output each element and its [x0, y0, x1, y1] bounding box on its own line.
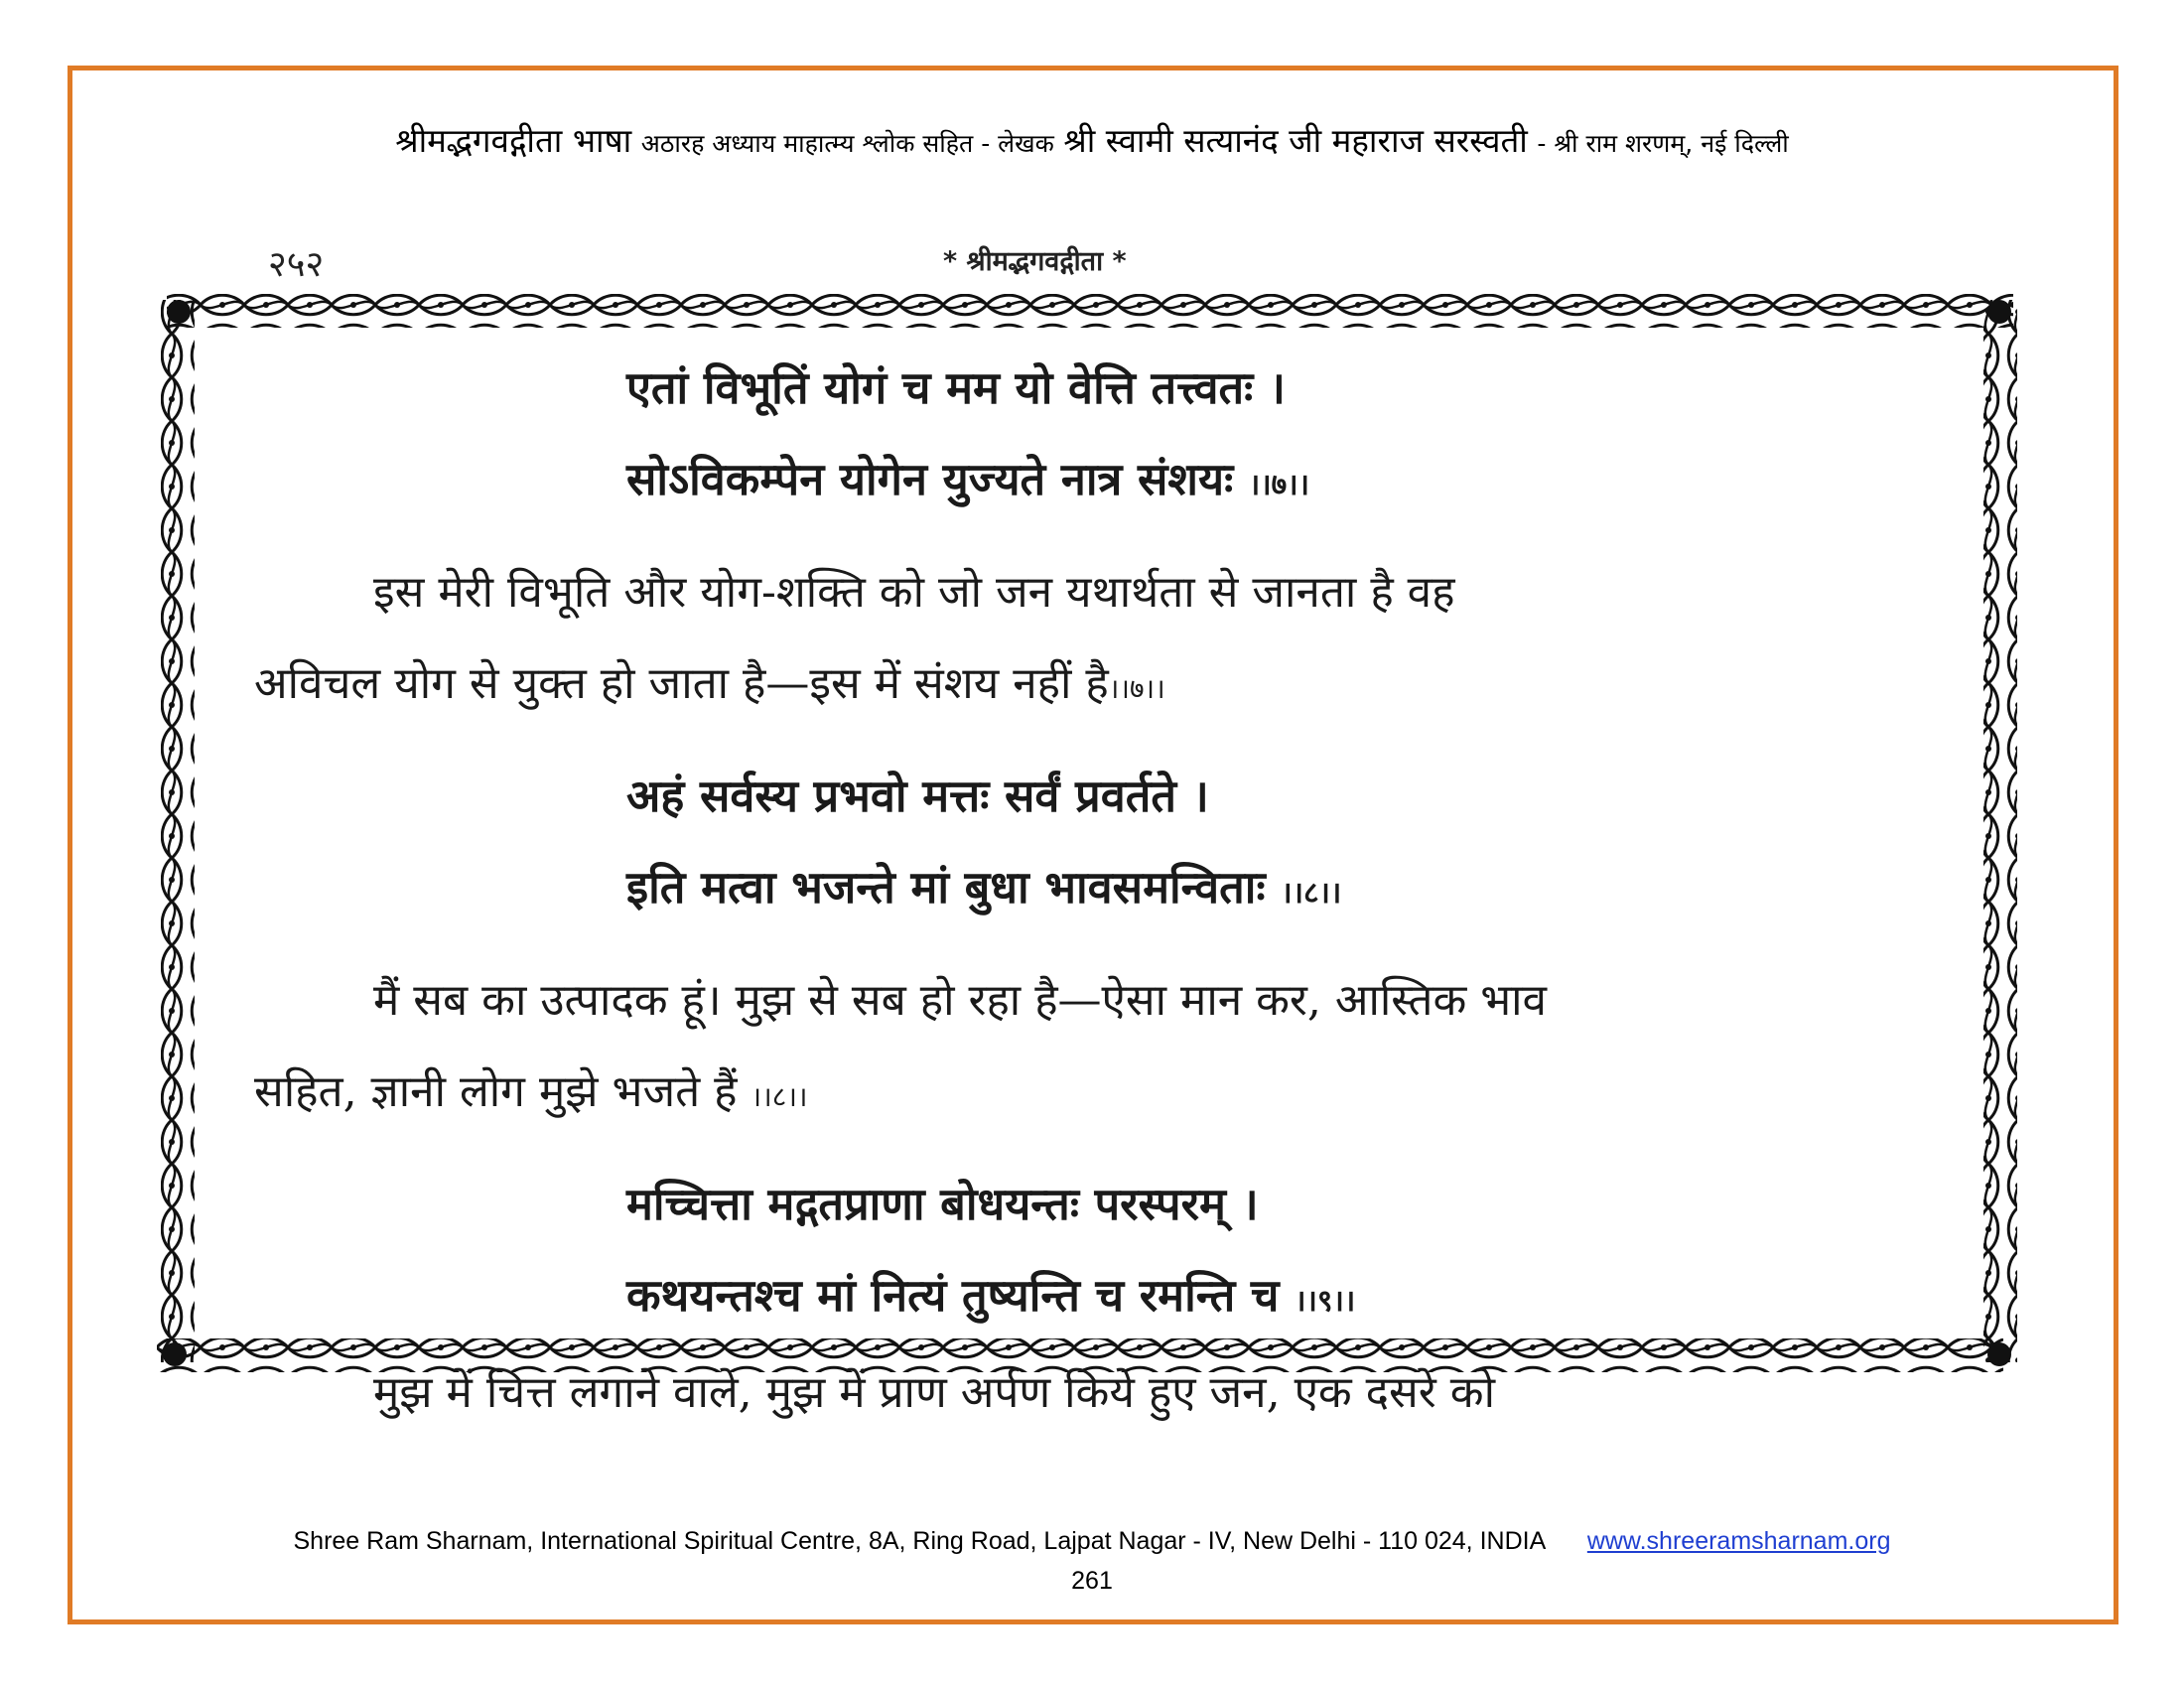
translation-8-line-1-text: मैं सब का उत्पादक हूं। मुझ से सब हो रहा है—ऐसा मान कर, आस्तिक भाव — [373, 975, 1548, 1026]
translation-7-number: ।।७।। — [1108, 672, 1165, 705]
header-book-title: श्रीमद्भगवद्गीता भाषा — [395, 121, 632, 160]
verse-8-line-1: अहं सर्वस्य प्रभवो मत्तः सर्वं प्रवर्तते । — [626, 770, 1209, 822]
header-author: श्री स्वामी सत्यानंद जी महाराज सरस्वती — [1063, 121, 1528, 160]
footer-page-number: 261 — [1071, 1567, 1113, 1595]
verse-7-number: ।।७।। — [1248, 468, 1309, 502]
scan-page-number: २५२ — [268, 244, 325, 285]
website-link[interactable]: www.shreeramsharnam.org — [1586, 1527, 1891, 1555]
verse-7-line-2 — [254, 434, 1962, 531]
translation-8-line-2-text: सहित, ज्ञानी लोग मुझे भजते हैं — [254, 1066, 738, 1117]
translation-7-line-2-text: अविचल योग से युक्त हो जाता है—इस में संशय नहीं है — [254, 658, 1109, 709]
translation-8-number: ।।८।। — [751, 1080, 808, 1113]
footer-address: Shree Ram Sharnam, International Spiritual Centre, 8A, Ring Road, Lajpat Nagar - IV, New Delhi - 110 024, INDIA — [293, 1527, 1545, 1555]
page-header — [0, 117, 2184, 162]
verse-8-number: ।।८।। — [1281, 876, 1342, 911]
verse-9-line-1: मच्चित्ता मद्गतप्राणा बोधयन्तः परस्परम् । — [626, 1178, 1259, 1230]
header-publisher: - श्री राम शरणम्, नई दिल्ली — [1537, 129, 1789, 158]
verse-7-line-2-text: सोऽविकम्पेन योगेन युज्यते नात्र संशयः — [626, 453, 1234, 505]
translation-9-line-1 — [254, 1347, 1962, 1439]
scanned-text — [254, 343, 1962, 1439]
translation-7-line-1 — [254, 547, 1962, 638]
verse-9-line-2 — [254, 1250, 1962, 1347]
translation-7-line-1-text: इस मेरी विभूति और योग-शक्ति को जो जन यथार्थता से जानता है वह — [373, 567, 1455, 618]
scan-running-title: * श्रीमद्भगवद्गीता * — [943, 246, 1127, 277]
verse-7-line-1: एतां विभूतिं योगं च मम यो वेत्ति तत्त्वतः । — [626, 361, 1286, 414]
translation-9-line-1-text: मुझ में चित्त लगाने वाले, मुझ में प्राण अर्पण किये हुए जन, एक दसरे को — [373, 1367, 1495, 1418]
translation-7-line-2 — [254, 638, 1962, 735]
header-subtitle: अठारह अध्याय माहात्म्य श्लोक सहित - लेखक — [640, 129, 1054, 158]
translation-8-line-2 — [254, 1047, 1962, 1143]
footer-address-line — [0, 1527, 2184, 1556]
translation-8-line-1 — [254, 955, 1962, 1047]
verse-9-line-2-text: कथयन्तश्च मां नित्यं तुष्यन्ति च रमन्ति च — [626, 1269, 1280, 1322]
verse-8-line-2 — [254, 842, 1962, 939]
verse-8-line-2-text: इति मत्वा भजन्ते मां बुधा भावसमन्विताः — [626, 861, 1266, 914]
verse-9-number: ।।९।। — [1295, 1284, 1356, 1319]
